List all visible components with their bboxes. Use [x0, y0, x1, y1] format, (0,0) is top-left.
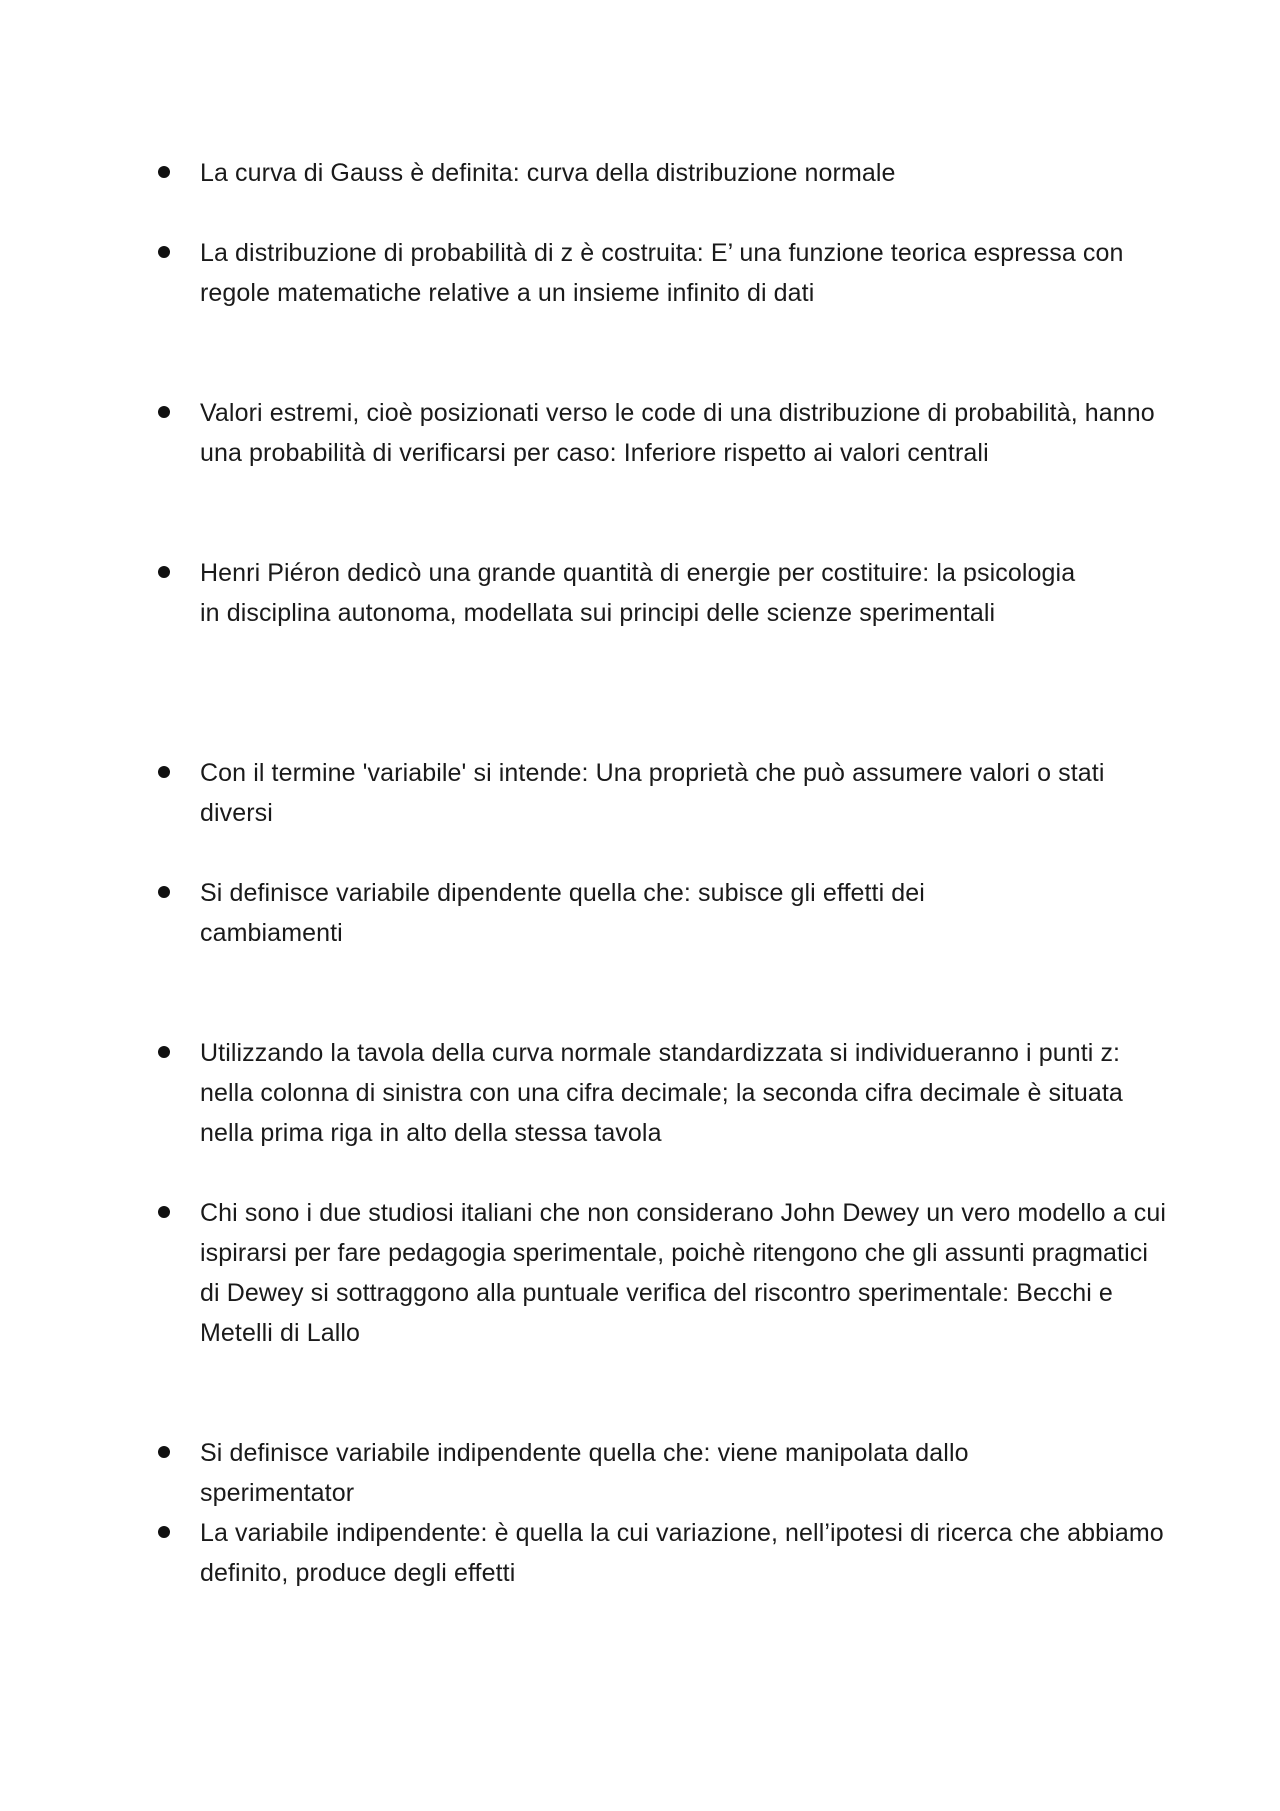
list-item: [162, 233, 1172, 313]
list-item-text: Si definisce variabile dipendente quella che: subisce gli effetti dei cambiamenti: [200, 879, 925, 947]
list-item: [162, 753, 1172, 833]
list-item-text: Valori estremi, cioè posizionati verso le code di una distribuzione di probabilità, hanno una probabilità di verificarsi per caso: Inferiore rispetto ai valori centrali: [200, 399, 1155, 467]
list-item-text: La curva di Gauss è definita: curva della distribuzione normale: [200, 159, 896, 187]
bullet-icon: [158, 1046, 170, 1058]
list-item: [162, 393, 1162, 473]
list-item-text: Utilizzando la tavola della curva normale standardizzata si individueranno i punti z: nella colonna di sinistra con una cifra decimale; la seconda cifra decimale è situata nella prima riga in alto della stessa tavola: [200, 1039, 1123, 1147]
list-item-text: La distribuzione di probabilità di z è costruita: E’ una funzione teorica espressa con regole matematiche relative a un insieme infinito di dati: [200, 239, 1124, 307]
bullet-icon: [158, 246, 170, 258]
list-item-text: Con il termine 'variabile' si intende: Una proprietà che può assumere valori o stati diversi: [200, 759, 1105, 827]
list-item: [162, 153, 962, 193]
list-item-text: Henri Piéron dedicò una grande quantità di energie per costituire: la psicologia in disciplina autonoma, modellata sui principi delle scienze sperimentali: [200, 559, 1076, 627]
list-item: [162, 1513, 1172, 1593]
bullet-icon: [158, 1446, 170, 1458]
bullet-icon: [158, 1526, 170, 1538]
bullet-icon: [158, 886, 170, 898]
list-item: [162, 1193, 1172, 1353]
list-item: [162, 1033, 1162, 1153]
list-item-text: La variabile indipendente: è quella la cui variazione, nell’ipotesi di ricerca che abbiamo definito, produce degli effetti: [200, 1519, 1164, 1587]
bullet-icon: [158, 566, 170, 578]
list-item: [162, 553, 1092, 633]
bullet-icon: [158, 766, 170, 778]
list-item: [162, 873, 1042, 953]
bullet-icon: [158, 166, 170, 178]
list-item-text: Chi sono i due studiosi italiani che non considerano John Dewey un vero modello a cui ispirarsi per fare pedagogia sperimentale, poichè ritengono che gli assunti pragmatici di Dewey si sottraggono alla puntuale verifica del riscontro sperimentale: Becchi e Metelli di Lallo: [200, 1199, 1167, 1347]
bullet-icon: [158, 1206, 170, 1218]
list-item: [162, 1433, 1042, 1513]
bullet-icon: [158, 406, 170, 418]
list-item-text: Si definisce variabile indipendente quella che: viene manipolata dallo sperimentator: [200, 1439, 969, 1507]
